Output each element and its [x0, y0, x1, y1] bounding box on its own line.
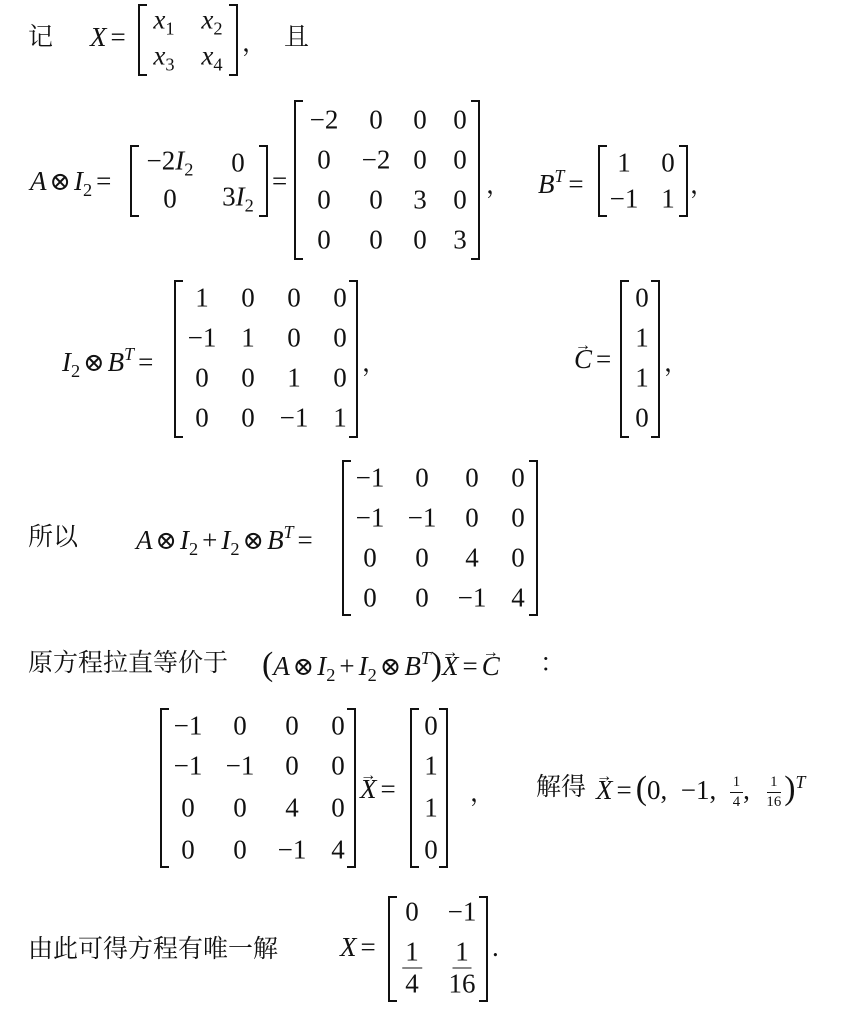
cell: 1: [195, 282, 209, 313]
a-otimes-i2-label: A ⊗ $I_2$ =: [30, 166, 112, 200]
matrix-x-cell-1: $x_1$: [153, 4, 175, 39]
cell: 0: [333, 362, 347, 393]
matrix-bt: [598, 145, 688, 217]
cell: −1: [407, 502, 437, 533]
cell: 1: [617, 147, 631, 178]
cell: 0: [241, 282, 255, 313]
block-cell-2: 0: [231, 147, 245, 178]
comma-1: ，: [242, 28, 268, 57]
cell: 0: [317, 184, 331, 215]
matrix-x-cell-4: $x_4$: [201, 40, 223, 75]
cell: 0: [453, 104, 467, 135]
matrix-i2-otimes-bt: [174, 280, 358, 438]
block-cell-4: $3I_2$: [222, 181, 254, 216]
equation-straightened: (A ⊗ $I_2 + I_2$ ⊗ $B^T)\to X =\to C$: [262, 648, 500, 684]
cell: 0: [511, 502, 525, 533]
cell: 0: [465, 462, 479, 493]
cell: 1: [333, 402, 347, 433]
cell: 0: [181, 792, 195, 823]
cell: 0: [413, 104, 427, 135]
cell: 1: [635, 362, 649, 393]
cell: 0: [241, 402, 255, 433]
cell: 0: [511, 542, 525, 573]
cell: −1: [173, 750, 203, 781]
frac-den: 16: [448, 968, 476, 999]
word-suoyi: 所以: [28, 522, 79, 551]
x-eq-label: X =: [90, 22, 126, 52]
matrix-sum-2: [160, 708, 356, 868]
cell: 0: [369, 104, 383, 135]
cell: 0: [363, 582, 377, 613]
cell: 0: [415, 542, 429, 573]
cell: −1: [447, 896, 477, 927]
cell: 0: [287, 282, 301, 313]
comma-3: ，: [690, 170, 716, 199]
cell: 0: [369, 184, 383, 215]
equals-2: =: [272, 166, 288, 196]
word-ji: 记: [28, 22, 54, 51]
cell: −1: [279, 402, 309, 433]
matrix-x: [138, 4, 238, 76]
cell: 3: [413, 184, 427, 215]
cell: −1: [225, 750, 255, 781]
frac-den: 4: [405, 968, 419, 999]
cell: 1: [287, 362, 301, 393]
cell: 0: [465, 502, 479, 533]
comma-6: ，: [470, 778, 496, 807]
cell: 1: [241, 322, 255, 353]
matrix-a-otimes-i2: [294, 100, 480, 260]
matrix-x-cell-3: $x_3$: [153, 40, 175, 75]
cell: 0: [285, 710, 299, 741]
i2-otimes-bt-label: $I_2$ ⊗ $B^T$ =: [62, 344, 154, 381]
vector-c-2: [410, 708, 448, 868]
matrix-final: [388, 896, 488, 1002]
cell: 0: [331, 710, 345, 741]
comma-5: ，: [664, 348, 690, 377]
cell: 0: [233, 710, 247, 741]
cell: 0: [453, 184, 467, 215]
cell: 0: [405, 896, 419, 927]
cell: 0: [285, 750, 299, 781]
cell: 0: [317, 144, 331, 175]
sum-label: A ⊗ $I_2 + I_2$ ⊗ $B^T$ =: [136, 522, 313, 559]
cell: 4: [465, 542, 479, 573]
cell: 0: [415, 582, 429, 613]
cell: 0: [415, 462, 429, 493]
frac-num: 1: [452, 939, 472, 969]
cell: 0: [181, 834, 195, 865]
comma-4: ，: [362, 348, 388, 377]
period: .: [492, 932, 499, 962]
cell: 4: [285, 792, 299, 823]
frac-cell: [402, 936, 422, 999]
cell: 0: [369, 224, 383, 255]
cell: 0: [635, 402, 649, 433]
cell: 0: [331, 750, 345, 781]
cell: 0: [424, 710, 438, 741]
cell: −1: [277, 834, 307, 865]
cell: 0: [287, 322, 301, 353]
cell: −1: [457, 582, 487, 613]
cell: 0: [333, 282, 347, 313]
cell: 0: [453, 144, 467, 175]
cell: 0: [241, 362, 255, 393]
cell: 4: [511, 582, 525, 613]
cell: −1: [187, 322, 217, 353]
cell: 0: [635, 282, 649, 313]
solve-word: 解得: [536, 772, 587, 801]
cell: 0: [233, 834, 247, 865]
matrix-sum: [342, 460, 538, 616]
cell: −1: [609, 183, 639, 214]
final-x-eq: X =: [340, 932, 376, 962]
cell: 1: [661, 183, 675, 214]
cell: 0: [413, 224, 427, 255]
frac-num: 1: [402, 939, 422, 969]
comma-2: ，: [486, 170, 512, 199]
cell: 0: [331, 792, 345, 823]
cell: −2: [309, 104, 339, 135]
solution-vector: → X = (0, −1, $\frac{1}{4}$ , $\frac{1}{16}$ )$^T$: [596, 772, 805, 810]
bt-label: $B^T$ =: [538, 166, 584, 200]
cell: 0: [413, 144, 427, 175]
cell: 4: [331, 834, 345, 865]
line7-text: 由此可得方程有唯一解: [28, 934, 279, 963]
x-vector-eq: → X =: [360, 776, 400, 803]
cell: 0: [195, 362, 209, 393]
cell: 0: [333, 322, 347, 353]
cell: 0: [363, 542, 377, 573]
cell: −1: [355, 502, 385, 533]
block-cell-3: 0: [163, 183, 177, 214]
cell: 0: [424, 834, 438, 865]
cell: 1: [424, 750, 438, 781]
cell: 0: [661, 147, 675, 178]
block-cell-1: $-2I_2$: [146, 145, 194, 180]
vector-c: [620, 280, 660, 438]
cell: 0: [195, 402, 209, 433]
colon: ：: [540, 648, 566, 677]
cell: 0: [233, 792, 247, 823]
block-matrix: [130, 145, 268, 217]
cell: 0: [317, 224, 331, 255]
cell: 3: [453, 224, 467, 255]
cell: 1: [635, 322, 649, 353]
frac-cell: [446, 936, 479, 999]
cell: −1: [173, 710, 203, 741]
cell: −1: [355, 462, 385, 493]
line5-text: 原方程拉直等价于: [28, 648, 229, 677]
word-qie: 且: [284, 22, 310, 51]
cell: 0: [511, 462, 525, 493]
c-vector-label: → C =: [574, 346, 615, 373]
cell: −2: [361, 144, 391, 175]
matrix-x-cell-2: $x_2$: [201, 4, 223, 39]
cell: 1: [424, 792, 438, 823]
